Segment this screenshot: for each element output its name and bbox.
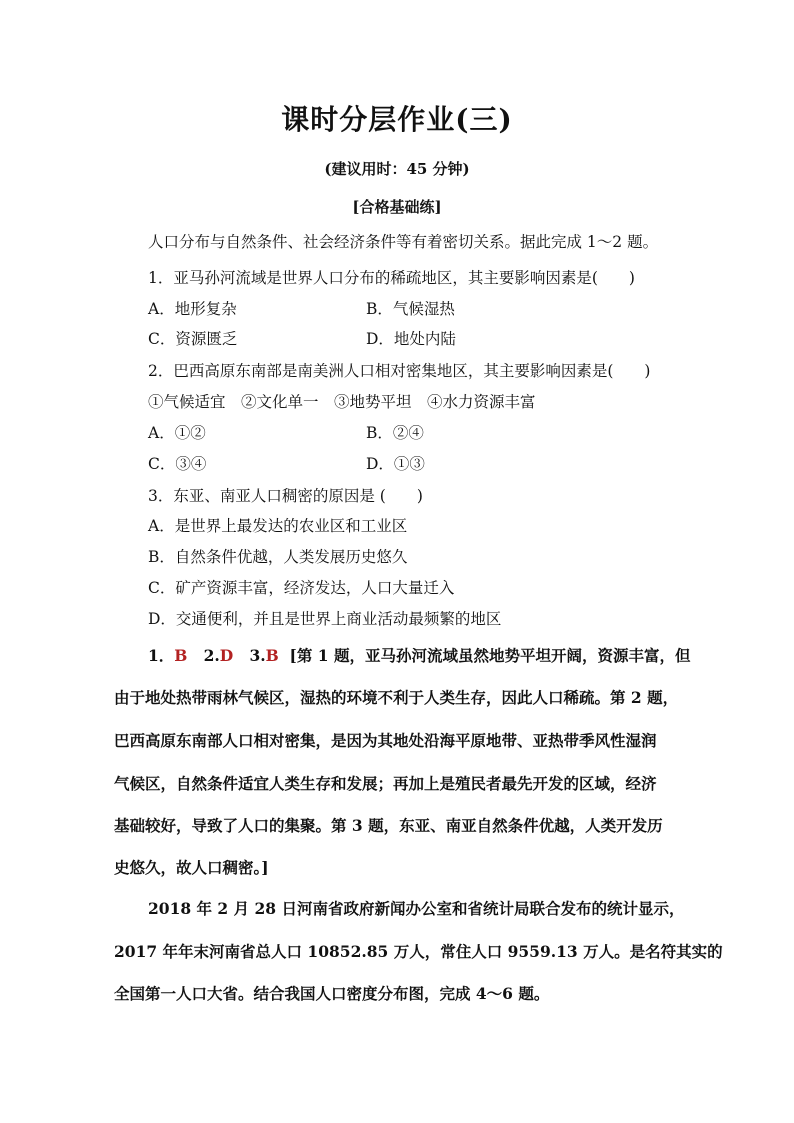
question-2-option-c: C．③④ — [148, 455, 207, 473]
question-1-option-d: D．地处内陆 — [366, 330, 456, 348]
answer-2-number: 2. — [203, 646, 220, 665]
question-2-stem: 2．巴西高原东南部是南美洲人口相对密集地区，其主要影响因素是( ) — [148, 362, 651, 380]
question-1-option-c: C．资源匮乏 — [148, 330, 238, 348]
question-2-option-d: D．①③ — [366, 455, 425, 473]
section-label: [合格基础练] — [352, 198, 442, 216]
question-3-option-a: A．是世界上最发达的农业区和工业区 — [148, 517, 408, 535]
page-title: 课时分层作业(三) — [281, 103, 513, 136]
intro-text: 人口分布与自然条件、社会经济条件等有着密切关系。据此完成 1～2 题。 — [148, 233, 659, 251]
passage-line: 2018 年 2 月 28 日河南省政府新闻办公室和省统计局联合发布的统计显示， — [148, 899, 685, 918]
question-1-stem: 1．亚马孙河流域是世界人口分布的稀疏地区，其主要影响因素是( ) — [148, 269, 635, 287]
passage-line: 2017 年年末河南省总人口 10852.85 万人，常住人口 9559.13 万人。是名符其实的 — [114, 942, 723, 961]
answer-1-number: 1． — [148, 646, 175, 665]
question-2-statements: ①气候适宜 ②文化单一 ③地势平坦 ④水力资源丰富 — [148, 393, 536, 411]
answer-explanation-start: [第 1 题，亚马孙河流域虽然地势平坦开阔，资源丰富，但 — [289, 646, 691, 665]
answer-3-number: 3. — [249, 646, 266, 665]
answer-3-letter: B — [265, 646, 279, 665]
question-3-option-d: D．交通便利，并且是世界上商业活动最频繁的地区 — [148, 610, 502, 628]
passage-line: 全国第一人口大省。结合我国人口密度分布图，完成 4～6 题。 — [114, 984, 550, 1003]
answer-explanation-line: 由于地处热带雨林气候区，湿热的环境不利于人类生存，因此人口稀疏。第 2 题， — [114, 688, 679, 707]
answer-1-letter: B — [174, 646, 188, 665]
answer-key-first-line — [148, 646, 690, 666]
question-3-option-b: B．自然条件优越，人类发展历史悠久 — [148, 548, 408, 566]
question-1-option-a: A．地形复杂 — [148, 300, 237, 318]
answer-explanation-line: 巴西高原东南部人口相对密集，是因为其地处沿海平原地带、亚热带季风性湿润 — [114, 731, 657, 750]
answer-explanation-line: 基础较好，导致了人口的集聚。第 3 题，东亚、南亚自然条件优越，人类开发历 — [114, 816, 663, 835]
question-2-option-a: A．①② — [148, 424, 206, 442]
question-2-option-b: B．②④ — [366, 424, 424, 442]
suggested-time: (建议用时：45 分钟) — [324, 160, 470, 178]
answer-explanation-line: 气候区，自然条件适宜人类生存和发展；再加上是殖民者最先开发的区域，经济 — [114, 774, 657, 793]
question-3-stem: 3．东亚、南亚人口稠密的原因是 ( ) — [148, 487, 423, 505]
question-1-option-b: B．气候湿热 — [366, 300, 455, 318]
question-3-option-c: C．矿产资源丰富，经济发达，人口大量迁入 — [148, 579, 455, 597]
answer-explanation-line: 史悠久，故人口稠密。] — [114, 858, 269, 877]
answer-2-letter: D — [219, 646, 234, 665]
